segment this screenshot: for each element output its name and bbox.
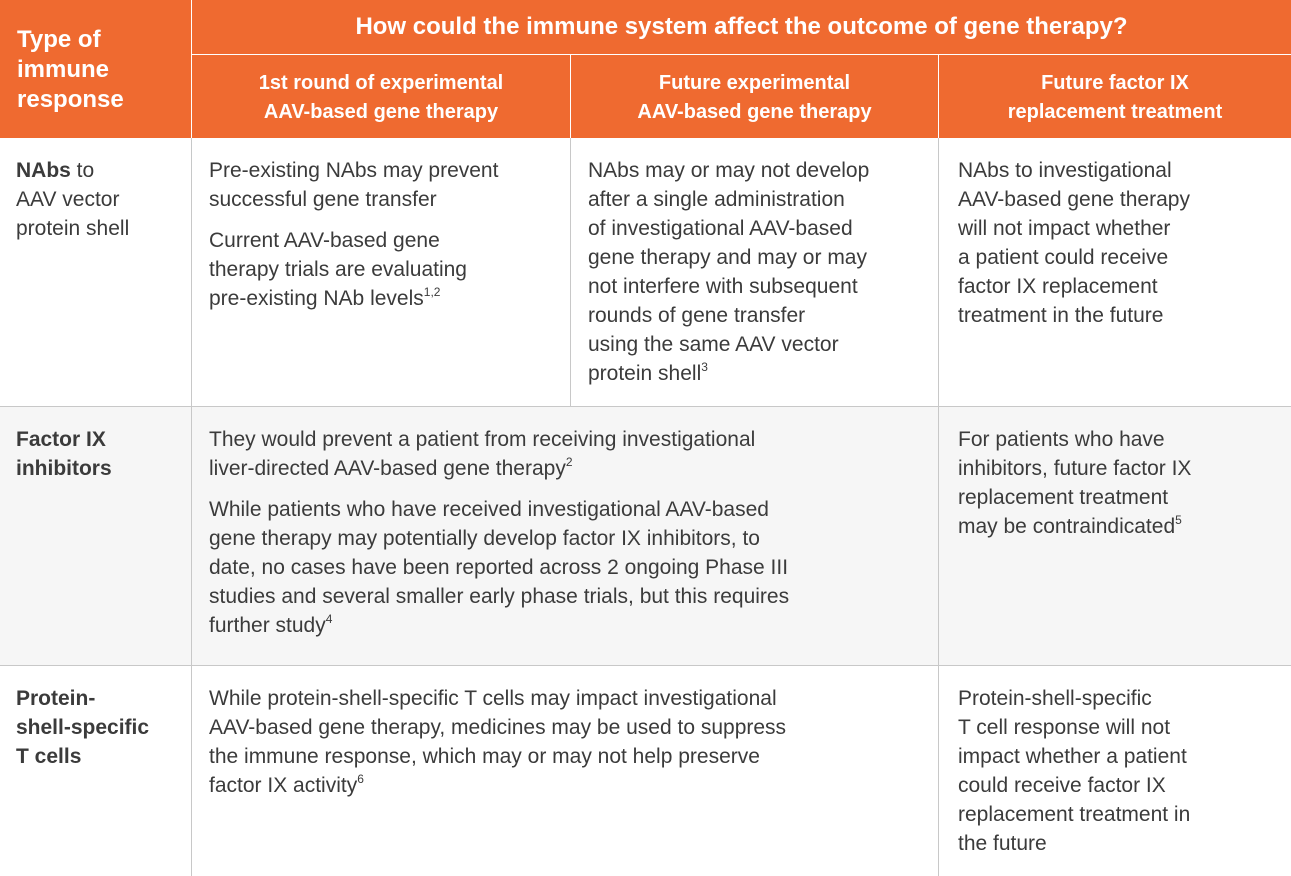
row-t-cells-label-cell [0, 666, 192, 876]
reference-superscript: 1,2 [423, 285, 441, 299]
row-nabs-label-rest: to AAV vector protein shell [16, 159, 130, 240]
header-col-first-round [192, 55, 571, 138]
header-question-text: How could the immune system affect the outcome of gene therapy? [355, 13, 1128, 40]
reference-superscript: 5 [1175, 513, 1182, 527]
row-factor-ix-inhibitors-label: Factor IX inhibitors [16, 428, 112, 480]
row-factor-ix-inhibitors-gene-therapy-cell [192, 407, 939, 666]
row-t-cells-p1: While protein-shell-specific T cells may impact investigational AAV-based gene therapy, medicines may be used to suppress the immune response, which may or may not help preserve factor IX activity [209, 687, 787, 797]
row-factor-ix-inhibitors-replacement-text: For patients who have inhibitors, future factor IX replacement treatment may be contraindicated [958, 428, 1192, 538]
header-col-first-round-label: 1st round of experimental AAV-based gene therapy [258, 71, 504, 123]
header-col-factor-ix-replacement [939, 55, 1291, 138]
row-t-cells-replacement-cell [939, 666, 1291, 876]
reference-superscript: 2 [565, 455, 573, 469]
header-col-future-gene-therapy-label: Future experimental AAV-based gene therapy [637, 71, 872, 123]
row-nabs-first-round-p1: Pre-existing NAbs may prevent successful gene transfer [209, 159, 499, 211]
row-t-cells-replacement-text: Protein-shell-specific T cell response will not impact whether a patient could receive factor IX replacement treatment in the future [958, 687, 1191, 855]
header-question [192, 0, 1291, 55]
row-nabs-label-cell [0, 138, 192, 407]
header-type-label: Type of immune response [17, 26, 124, 113]
row-factor-ix-inhibitors-replacement-cell [939, 407, 1291, 666]
header-type-of-immune-response [0, 0, 192, 138]
row-nabs-factor-ix-cell [939, 138, 1291, 407]
row-nabs-factor-ix-text: NAbs to investigational AAV-based gene therapy will not impact whether a patient could receive factor IX replacement treatment in the future [958, 159, 1190, 327]
row-nabs-first-round-p2: Current AAV-based gene therapy trials are evaluating pre-existing NAb levels [209, 229, 467, 310]
row-factor-ix-inhibitors-p2: While patients who have received investigational AAV-based gene therapy may potentially develop factor IX inhibitors, to date, no cases have been reported across 2 ongoing Phase III studies and several smaller early phase trials, but this requires further study [209, 498, 790, 637]
header-col-future-gene-therapy [571, 55, 939, 138]
reference-superscript: 4 [325, 612, 333, 626]
header-col-factor-ix-replacement-label: Future factor IX replacement treatment [1007, 71, 1223, 123]
row-t-cells-gene-therapy-cell [192, 666, 939, 876]
row-t-cells-label: Protein- shell-specific T cells [16, 687, 150, 768]
row-nabs-first-round-cell [192, 138, 571, 407]
reference-superscript: 6 [357, 772, 364, 786]
row-nabs-future-gene-therapy-cell [571, 138, 939, 407]
reference-superscript: 3 [701, 360, 708, 374]
row-nabs-future-gene-therapy-text: NAbs may or may not develop after a single administration of investigational AAV-based gene therapy and may or may not interfere with subsequent rounds of gene transfer using the same AAV vector protein shell [588, 159, 870, 385]
row-nabs-label-bold: NAbs [16, 159, 71, 182]
row-factor-ix-inhibitors-label-cell [0, 407, 192, 666]
row-factor-ix-inhibitors-p1: They would prevent a patient from receiving investigational liver-directed AAV-based gene therapy [209, 428, 756, 480]
